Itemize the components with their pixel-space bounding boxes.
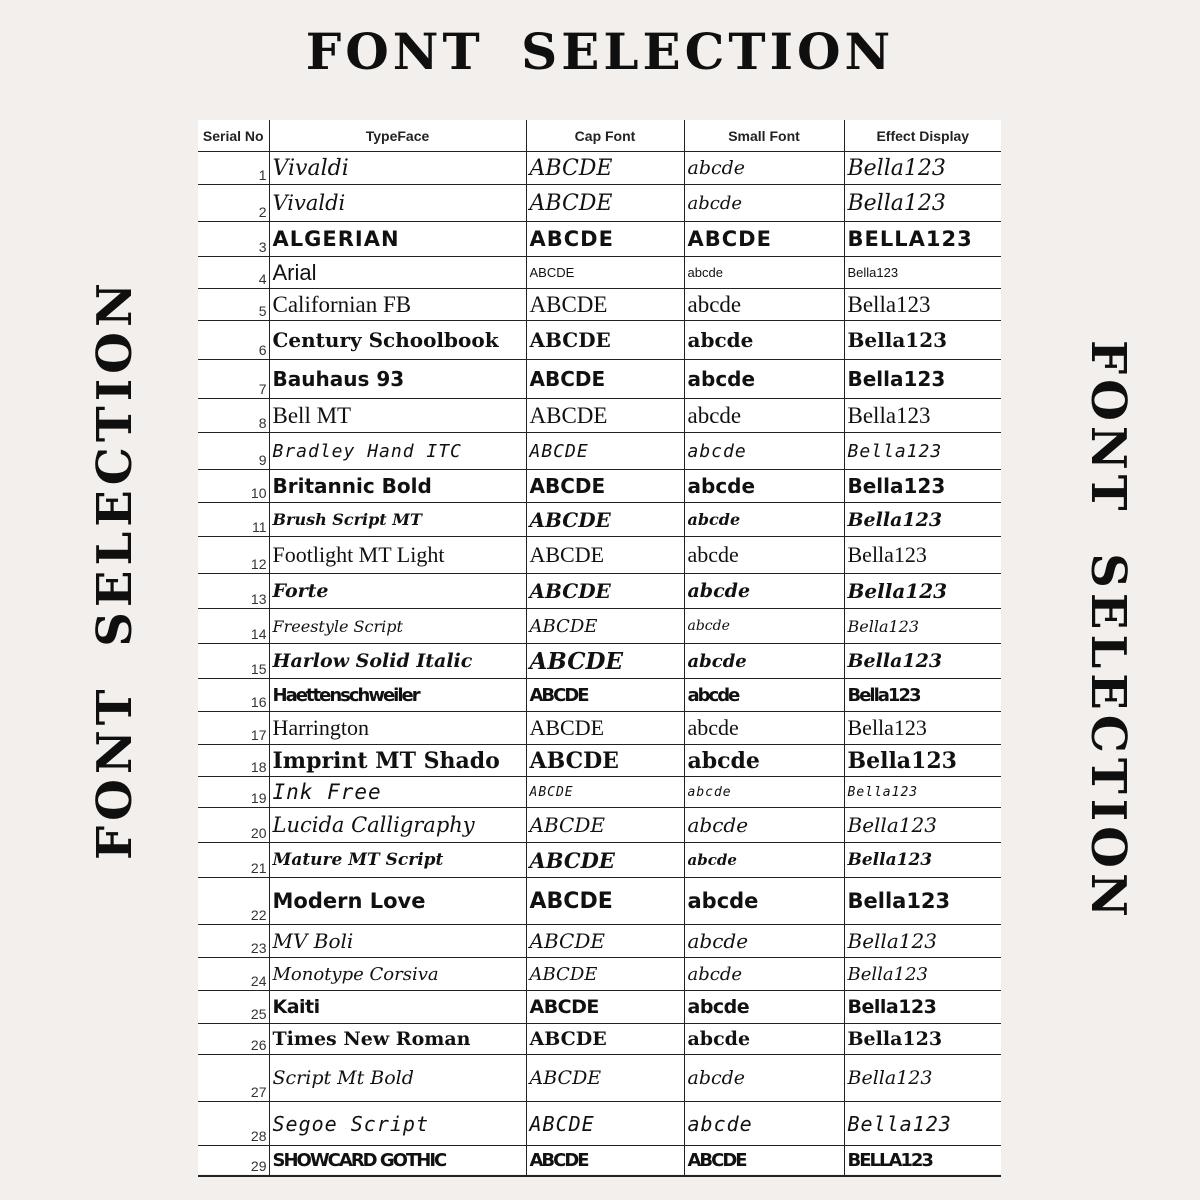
cap-font-cell: ABCDE xyxy=(526,808,684,843)
cap-font-cell: ABCDE xyxy=(526,503,684,537)
table-row xyxy=(198,470,1001,503)
typeface-cell: Modern Love xyxy=(269,878,526,925)
cap-font-cell: ABCDE xyxy=(526,843,684,878)
cap-font-cell: ABCDE xyxy=(526,470,684,503)
serial-no-cell: 27 xyxy=(198,1055,269,1102)
table-row xyxy=(198,360,1001,399)
cap-font-cell: ABCDE xyxy=(526,958,684,991)
table-row xyxy=(198,712,1001,745)
serial-no-cell: 4 xyxy=(198,257,269,289)
table-row xyxy=(198,289,1001,321)
typeface-cell: Bradley Hand ITC xyxy=(269,433,526,470)
table-row xyxy=(198,321,1001,360)
effect-display-cell: Bella123 xyxy=(844,185,1001,222)
typeface-cell: Lucida Calligraphy xyxy=(269,808,526,843)
cap-font-cell: ABCDE xyxy=(526,537,684,574)
effect-display-cell: Bella123 xyxy=(844,808,1001,843)
serial-no-cell: 24 xyxy=(198,958,269,991)
table-row xyxy=(198,808,1001,843)
serial-no-cell: 1 xyxy=(198,152,269,185)
cap-font-cell: ABCDE xyxy=(526,777,684,808)
effect-display-cell: BELLA123 xyxy=(844,222,1001,257)
effect-display-cell: Bella123 xyxy=(844,1024,1001,1055)
effect-display-cell: Bella123 xyxy=(844,257,1001,289)
cap-font-cell: ABCDE xyxy=(526,1055,684,1102)
effect-display-cell: Bella123 xyxy=(844,644,1001,679)
serial-no-cell: 7 xyxy=(198,360,269,399)
cap-font-cell: ABCDE xyxy=(526,925,684,958)
serial-no-cell: 12 xyxy=(198,537,269,574)
effect-display-cell: Bella123 xyxy=(844,843,1001,878)
header-serial-no: Serial No xyxy=(198,120,269,152)
effect-display-cell: Bella123 xyxy=(844,321,1001,360)
small-font-cell: abcde xyxy=(684,433,844,470)
typeface-cell: Bell MT xyxy=(269,399,526,433)
typeface-cell: Freestyle Script xyxy=(269,609,526,644)
typeface-cell: Brush Script MT xyxy=(269,503,526,537)
cap-font-cell: ABCDE xyxy=(526,433,684,470)
typeface-cell: Harrington xyxy=(269,712,526,745)
cap-font-cell: ABCDE xyxy=(526,991,684,1024)
cap-font-cell: ABCDE xyxy=(526,321,684,360)
small-font-cell: abcde xyxy=(684,470,844,503)
effect-display-cell: Bella123 xyxy=(844,470,1001,503)
small-font-cell: abcde xyxy=(684,399,844,433)
table-body xyxy=(198,152,1001,1176)
serial-no-cell: 28 xyxy=(198,1102,269,1146)
cap-font-cell: ABCDE xyxy=(526,1146,684,1176)
cap-font-cell: ABCDE xyxy=(526,609,684,644)
table-row xyxy=(198,843,1001,878)
effect-display-cell: Bella123 xyxy=(844,1102,1001,1146)
small-font-cell: abcde xyxy=(684,574,844,609)
table-row xyxy=(198,152,1001,185)
effect-display-cell: Bella123 xyxy=(844,609,1001,644)
header-typeface: TypeFace xyxy=(269,120,526,152)
small-font-cell: abcde xyxy=(684,712,844,745)
small-font-cell: abcde xyxy=(684,360,844,399)
effect-display-cell: BELLA123 xyxy=(844,1146,1001,1176)
small-font-cell: abcde xyxy=(684,644,844,679)
small-font-cell: abcde xyxy=(684,1102,844,1146)
small-font-cell: abcde xyxy=(684,609,844,644)
typeface-cell: Bauhaus 93 xyxy=(269,360,526,399)
side-title-right: FONT SELECTION xyxy=(1080,340,1136,922)
effect-display-cell: Bella123 xyxy=(844,433,1001,470)
small-font-cell: abcde xyxy=(684,289,844,321)
serial-no-cell: 14 xyxy=(198,609,269,644)
effect-display-cell: Bella123 xyxy=(844,925,1001,958)
table-row xyxy=(198,574,1001,609)
table-row xyxy=(198,1102,1001,1146)
typeface-cell: Century Schoolbook xyxy=(269,321,526,360)
serial-no-cell: 16 xyxy=(198,679,269,712)
typeface-cell: Vivaldi xyxy=(269,152,526,185)
cap-font-cell: ABCDE xyxy=(526,399,684,433)
table-row xyxy=(198,222,1001,257)
cap-font-cell: ABCDE xyxy=(526,1024,684,1055)
serial-no-cell: 5 xyxy=(198,289,269,321)
small-font-cell: abcde xyxy=(684,152,844,185)
font-table-sheet xyxy=(198,120,1001,1174)
small-font-cell: abcde xyxy=(684,745,844,777)
cap-font-cell: ABCDE xyxy=(526,360,684,399)
cap-font-cell: ABCDE xyxy=(526,185,684,222)
small-font-cell: abcde xyxy=(684,843,844,878)
cap-font-cell: ABCDE xyxy=(526,289,684,321)
serial-no-cell: 19 xyxy=(198,777,269,808)
table-row xyxy=(198,777,1001,808)
typeface-cell: Imprint MT Shado xyxy=(269,745,526,777)
table-row xyxy=(198,609,1001,644)
table-row xyxy=(198,399,1001,433)
table-row xyxy=(198,644,1001,679)
table-row xyxy=(198,1146,1001,1176)
effect-display-cell: Bella123 xyxy=(844,574,1001,609)
typeface-cell: Vivaldi xyxy=(269,185,526,222)
cap-font-cell: ABCDE xyxy=(526,712,684,745)
table-row xyxy=(198,925,1001,958)
typeface-cell: Segoe Script xyxy=(269,1102,526,1146)
cap-font-cell: ABCDE xyxy=(526,745,684,777)
serial-no-cell: 29 xyxy=(198,1146,269,1176)
serial-no-cell: 20 xyxy=(198,808,269,843)
typeface-cell: Mature MT Script xyxy=(269,843,526,878)
effect-display-cell: Bella123 xyxy=(844,152,1001,185)
font-table xyxy=(198,120,1001,1177)
serial-no-cell: 2 xyxy=(198,185,269,222)
serial-no-cell: 25 xyxy=(198,991,269,1024)
serial-no-cell: 26 xyxy=(198,1024,269,1055)
table-row xyxy=(198,679,1001,712)
typeface-cell: Britannic Bold xyxy=(269,470,526,503)
cap-font-cell: ABCDE xyxy=(526,574,684,609)
small-font-cell: abcde xyxy=(684,537,844,574)
typeface-cell: Ink Free xyxy=(269,777,526,808)
effect-display-cell: Bella123 xyxy=(844,537,1001,574)
cap-font-cell: ABCDE xyxy=(526,257,684,289)
cap-font-cell: ABCDE xyxy=(526,878,684,925)
serial-no-cell: 11 xyxy=(198,503,269,537)
small-font-cell: abcde xyxy=(684,185,844,222)
table-row xyxy=(198,1024,1001,1055)
effect-display-cell: Bella123 xyxy=(844,745,1001,777)
table-row xyxy=(198,878,1001,925)
typeface-cell: Script Mt Bold xyxy=(269,1055,526,1102)
small-font-cell: abcde xyxy=(684,503,844,537)
effect-display-cell: Bella123 xyxy=(844,679,1001,712)
typeface-cell: Kaiti xyxy=(269,991,526,1024)
cap-font-cell: ABCDE xyxy=(526,679,684,712)
table-row xyxy=(198,745,1001,777)
small-font-cell: abcde xyxy=(684,679,844,712)
effect-display-cell: Bella123 xyxy=(844,1055,1001,1102)
table-row xyxy=(198,433,1001,470)
small-font-cell: abcde xyxy=(684,991,844,1024)
typeface-cell: Haettenschweiler xyxy=(269,679,526,712)
serial-no-cell: 23 xyxy=(198,925,269,958)
table-row xyxy=(198,991,1001,1024)
effect-display-cell: Bella123 xyxy=(844,289,1001,321)
effect-display-cell: Bella123 xyxy=(844,991,1001,1024)
effect-display-cell: Bella123 xyxy=(844,503,1001,537)
typeface-cell: Monotype Corsiva xyxy=(269,958,526,991)
cap-font-cell: ABCDE xyxy=(526,644,684,679)
table-header-row xyxy=(198,120,1001,152)
serial-no-cell: 17 xyxy=(198,712,269,745)
typeface-cell: Californian FB xyxy=(269,289,526,321)
side-title-left: FONT SELECTION xyxy=(87,278,143,860)
cap-font-cell: ABCDE xyxy=(526,152,684,185)
serial-no-cell: 13 xyxy=(198,574,269,609)
typeface-cell: ALGERIAN xyxy=(269,222,526,257)
serial-no-cell: 8 xyxy=(198,399,269,433)
table-row xyxy=(198,958,1001,991)
typeface-cell: Harlow Solid Italic xyxy=(269,644,526,679)
table-row xyxy=(198,503,1001,537)
effect-display-cell: Bella123 xyxy=(844,399,1001,433)
effect-display-cell: Bella123 xyxy=(844,958,1001,991)
header-cap-font: Cap Font xyxy=(526,120,684,152)
effect-display-cell: Bella123 xyxy=(844,360,1001,399)
small-font-cell: abcde xyxy=(684,1055,844,1102)
typeface-cell: MV Boli xyxy=(269,925,526,958)
typeface-cell: Forte xyxy=(269,574,526,609)
small-font-cell: abcde xyxy=(684,777,844,808)
table-row xyxy=(198,1055,1001,1102)
small-font-cell: abcde xyxy=(684,878,844,925)
table-row xyxy=(198,257,1001,289)
typeface-cell: Times New Roman xyxy=(269,1024,526,1055)
typeface-cell: Arial xyxy=(269,257,526,289)
effect-display-cell: Bella123 xyxy=(844,712,1001,745)
small-font-cell: abcde xyxy=(684,958,844,991)
small-font-cell: abcde xyxy=(684,257,844,289)
table-row xyxy=(198,537,1001,574)
page-title: FONT SELECTION xyxy=(305,22,895,81)
serial-no-cell: 9 xyxy=(198,433,269,470)
serial-no-cell: 22 xyxy=(198,878,269,925)
table-row xyxy=(198,185,1001,222)
small-font-cell: abcde xyxy=(684,321,844,360)
serial-no-cell: 6 xyxy=(198,321,269,360)
small-font-cell: abcde xyxy=(684,1024,844,1055)
small-font-cell: ABCDE xyxy=(684,1146,844,1176)
effect-display-cell: Bella123 xyxy=(844,878,1001,925)
effect-display-cell: Bella123 xyxy=(844,777,1001,808)
small-font-cell: abcde xyxy=(684,925,844,958)
serial-no-cell: 18 xyxy=(198,745,269,777)
typeface-cell: SHOWCARD GOTHIC xyxy=(269,1146,526,1176)
small-font-cell: abcde xyxy=(684,808,844,843)
serial-no-cell: 21 xyxy=(198,843,269,878)
cap-font-cell: ABCDE xyxy=(526,1102,684,1146)
serial-no-cell: 3 xyxy=(198,222,269,257)
serial-no-cell: 15 xyxy=(198,644,269,679)
typeface-cell: Footlight MT Light xyxy=(269,537,526,574)
header-effect-display: Effect Display xyxy=(844,120,1001,152)
header-small-font: Small Font xyxy=(684,120,844,152)
serial-no-cell: 10 xyxy=(198,470,269,503)
small-font-cell: ABCDE xyxy=(684,222,844,257)
cap-font-cell: ABCDE xyxy=(526,222,684,257)
